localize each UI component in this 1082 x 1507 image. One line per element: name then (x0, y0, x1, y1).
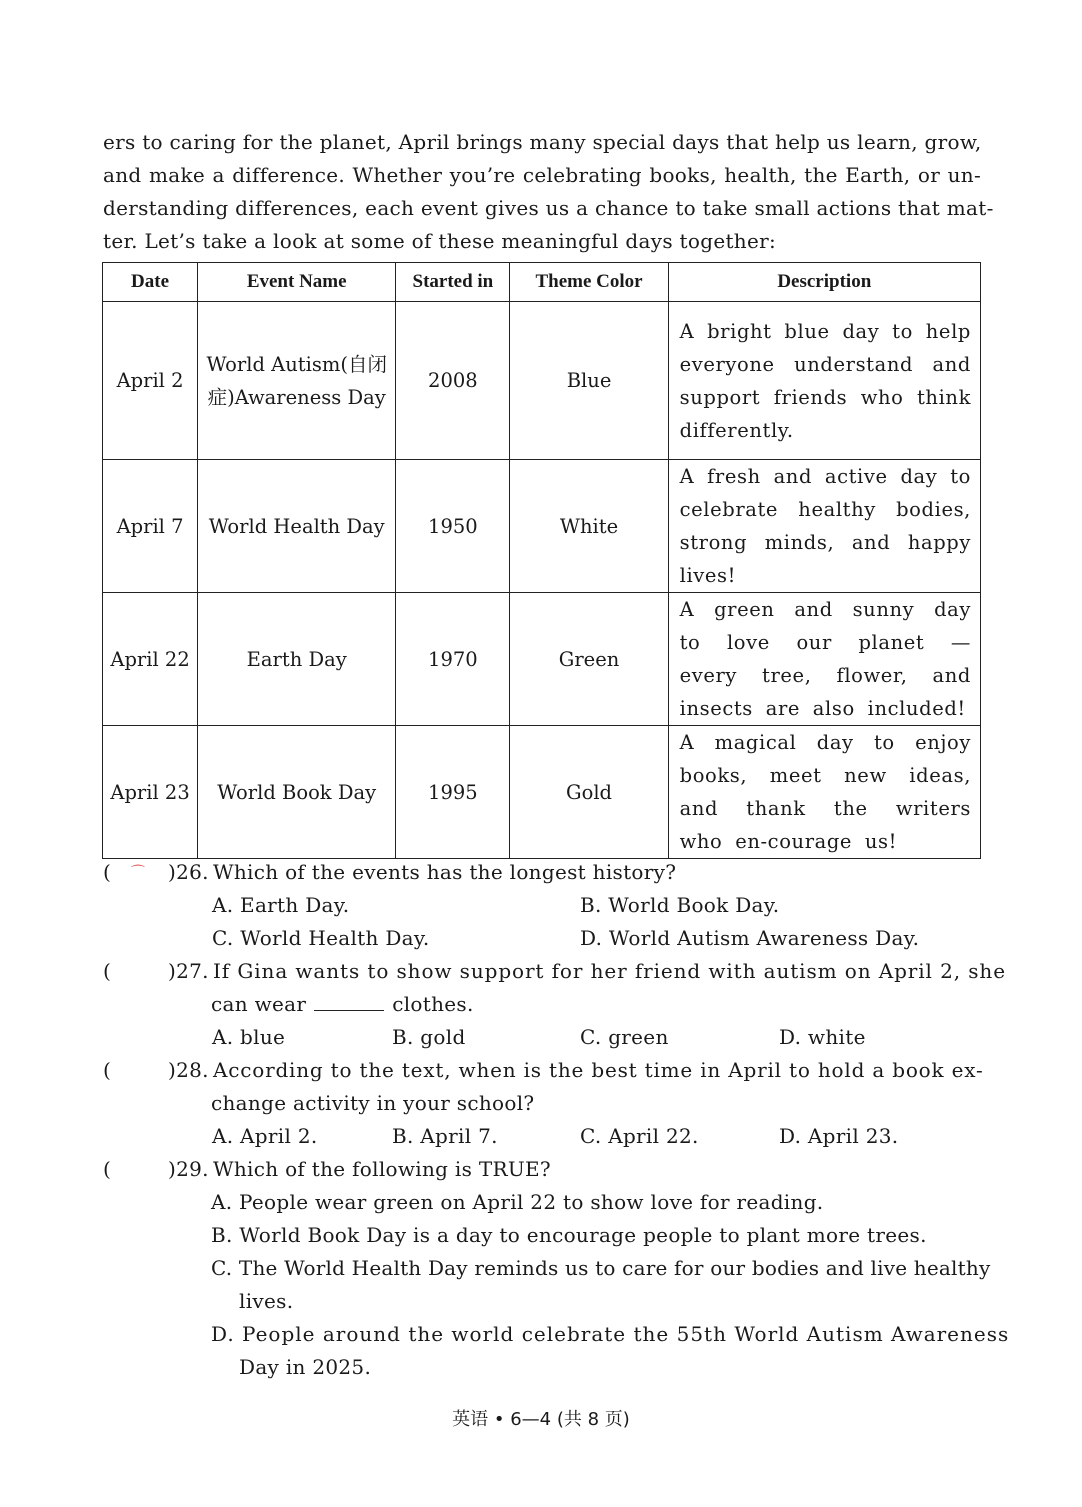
question-27-continued (211, 988, 474, 1021)
header-date: Date (103, 263, 198, 302)
question-text-continued: change activity in your school? (211, 1091, 535, 1115)
option-d: D. World Autism Awareness Day. (580, 926, 920, 950)
answer-paren-open: ( (103, 860, 112, 884)
option-b: B. gold (392, 1025, 466, 1049)
table-row (103, 302, 981, 460)
cell-color: Green (510, 593, 668, 726)
question-27 (0, 955, 1082, 988)
question-29 (0, 1153, 1082, 1186)
option-c: C. World Health Day. (212, 926, 430, 950)
question-text: Which of the following is TRUE? (213, 1157, 551, 1181)
option-a: A. blue (212, 1025, 286, 1049)
header-event-name: Event Name (198, 263, 396, 302)
option-c: C. The World Health Day reminds us to care for our bodies and live healthy (211, 1256, 991, 1280)
answer-paren-open: ( (103, 1058, 112, 1082)
table-row (103, 726, 981, 859)
intro-line: derstanding differences, each event gives us a chance to take small actions that mat- (103, 196, 994, 220)
cell-description: A fresh and active day to celebrate healthy bodies, strong minds, and happy lives! (668, 460, 980, 593)
option-a: A. People wear green on April 22 to show love for reading. (211, 1190, 824, 1214)
question-text-pre: can wear (211, 992, 307, 1016)
question-text: If Gina wants to show support for her friend with autism on April 2, she (213, 959, 1006, 983)
question-text: According to the text, when is the best time in April to hold a book ex- (213, 1058, 984, 1082)
option-c: C. green (580, 1025, 669, 1049)
cell-description: A bright blue day to help everyone understand and support friends who think differently. (668, 302, 980, 460)
table-row (103, 593, 981, 726)
option-c-continued: lives. (239, 1289, 294, 1313)
option-b: B. World Book Day is a day to encourage people to plant more trees. (211, 1223, 927, 1247)
option-d-continued: Day in 2025. (239, 1355, 372, 1379)
page-footer: 英语 • 6—4 (共 8 页) (452, 1409, 630, 1430)
option-d: D. People around the world celebrate the 55th World Autism Awareness (211, 1322, 1010, 1346)
cell-date: April 22 (103, 593, 198, 726)
cell-event: World Health Day (198, 460, 396, 593)
answer-paren-close: )29. (168, 1157, 209, 1181)
answer-paren-open: ( (103, 959, 112, 983)
header-started-in: Started in (396, 263, 510, 302)
cell-event: World Autism(自闭症)Awareness Day (198, 302, 396, 460)
cell-started: 2008 (396, 302, 510, 460)
cell-date: April 23 (103, 726, 198, 859)
option-d: D. April 23. (779, 1124, 899, 1148)
cell-started: 1970 (396, 593, 510, 726)
option-c: C. April 22. (580, 1124, 699, 1148)
intro-paragraph (103, 126, 994, 258)
question-text: Which of the events has the longest history? (213, 860, 677, 884)
table-header-row (103, 263, 981, 302)
option-b: B. World Book Day. (580, 893, 780, 917)
option-b: B. April 7. (392, 1124, 498, 1148)
cell-description: A magical day to enjoy books, meet new ideas, and thank the writers who en-courage us! (668, 726, 980, 859)
answer-paren-close: )26. (168, 860, 209, 884)
question-26 (0, 856, 1082, 889)
table-row (103, 460, 981, 593)
header-description: Description (668, 263, 980, 302)
question-text-post: clothes. (392, 992, 474, 1016)
cell-description: A green and sunny day to love our planet — every tree, flower, and insects are also included! (668, 593, 980, 726)
option-a: A. April 2. (212, 1124, 318, 1148)
red-pen-mark: ⌒ (131, 865, 145, 881)
answer-paren-open: ( (103, 1157, 112, 1181)
cell-event: Earth Day (198, 593, 396, 726)
option-a: A. Earth Day. (212, 893, 350, 917)
cell-color: Gold (510, 726, 668, 859)
cell-event: World Book Day (198, 726, 396, 859)
cell-started: 1995 (396, 726, 510, 859)
cell-color: Blue (510, 302, 668, 460)
intro-line: ter. Let’s take a look at some of these meaningful days together: (103, 229, 777, 253)
events-table (102, 262, 981, 859)
cell-color: White (510, 460, 668, 593)
answer-paren-close: )28. (168, 1058, 209, 1082)
cell-started: 1950 (396, 460, 510, 593)
question-28 (0, 1054, 1082, 1087)
header-theme-color: Theme Color (510, 263, 668, 302)
answer-paren-close: )27. (168, 959, 209, 983)
cell-date: April 2 (103, 302, 198, 460)
option-d: D. white (779, 1025, 866, 1049)
answer-blank[interactable] (314, 988, 384, 1011)
intro-line: ers to caring for the planet, April brings many special days that help us learn, grow, (103, 130, 982, 154)
intro-line: and make a difference. Whether you’re celebrating books, health, the Earth, or un- (103, 163, 981, 187)
cell-date: April 7 (103, 460, 198, 593)
